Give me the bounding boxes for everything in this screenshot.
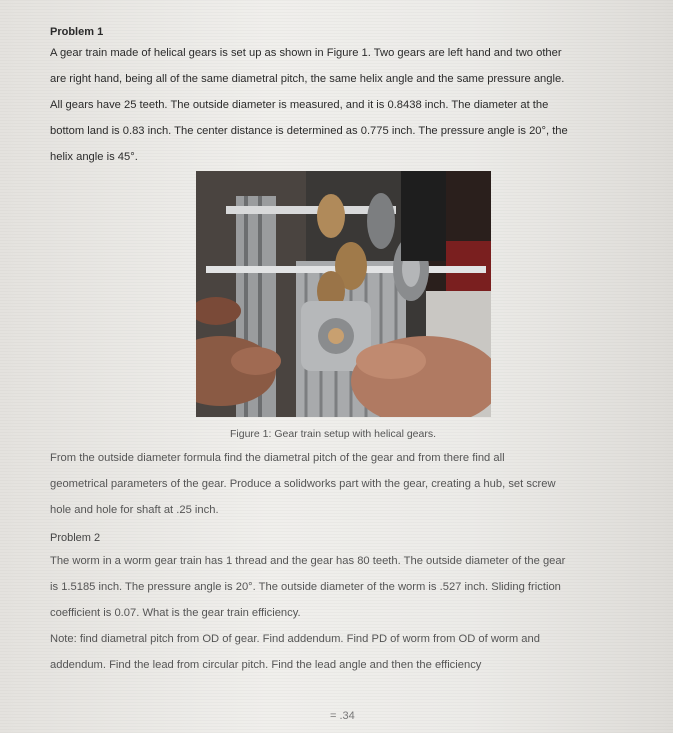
problem-1-statement bbox=[50, 44, 640, 174]
gear-train-illustration bbox=[196, 171, 491, 417]
problem-2-line: The worm in a worm gear train has 1 thread and the gear has 80 teeth. The outside diameter of the gear bbox=[50, 555, 566, 567]
gear-train-photo bbox=[196, 171, 491, 417]
problem-2-heading: Problem 2 bbox=[50, 532, 101, 544]
problem-1-line: All gears have 25 teeth. The outside diameter is measured, and it is 0.8438 inch. The diameter at the bbox=[50, 99, 549, 111]
problem-1-line: A gear train made of helical gears is set up as shown in Figure 1. Two gears are left hand and two other bbox=[50, 47, 562, 59]
problem-1-task-line: From the outside diameter formula find the diametral pitch of the gear and from there find all bbox=[50, 452, 505, 464]
problem-1-line: are right hand, being all of the same diametral pitch, the same helix angle and the same pressure angle. bbox=[50, 73, 565, 85]
footer-annotation: = .34 bbox=[330, 710, 355, 722]
problem-1-task-line: geometrical parameters of the gear. Produce a solidworks part with the gear, creating a hub, set screw bbox=[50, 478, 556, 490]
problem-2-statement bbox=[50, 552, 640, 630]
problem-2-note bbox=[50, 630, 640, 682]
problem-2-line: is 1.5185 inch. The pressure angle is 20°. The outside diameter of the worm is .527 inch. Sliding friction bbox=[50, 581, 561, 593]
problem-1-heading: Problem 1 bbox=[50, 26, 104, 38]
problem-1-task-line: hole and hole for shaft at .25 inch. bbox=[50, 504, 219, 516]
problem-1-line: helix angle is 45°. bbox=[50, 151, 138, 163]
problem-2-note-line: Note: find diametral pitch from OD of gear. Find addendum. Find PD of worm from OD of worm and bbox=[50, 633, 540, 645]
problem-2-note-line: addendum. Find the lead from circular pitch. Find the lead angle and then the efficiency bbox=[50, 659, 482, 671]
problem-1-task bbox=[50, 449, 640, 527]
figure-caption: Figure 1: Gear train setup with helical gears. bbox=[230, 428, 437, 440]
problem-1-line: bottom land is 0.83 inch. The center distance is determined as 0.775 inch. The pressure angle is 20°, the bbox=[50, 125, 568, 137]
problem-2-line: coefficient is 0.07. What is the gear train efficiency. bbox=[50, 607, 301, 619]
